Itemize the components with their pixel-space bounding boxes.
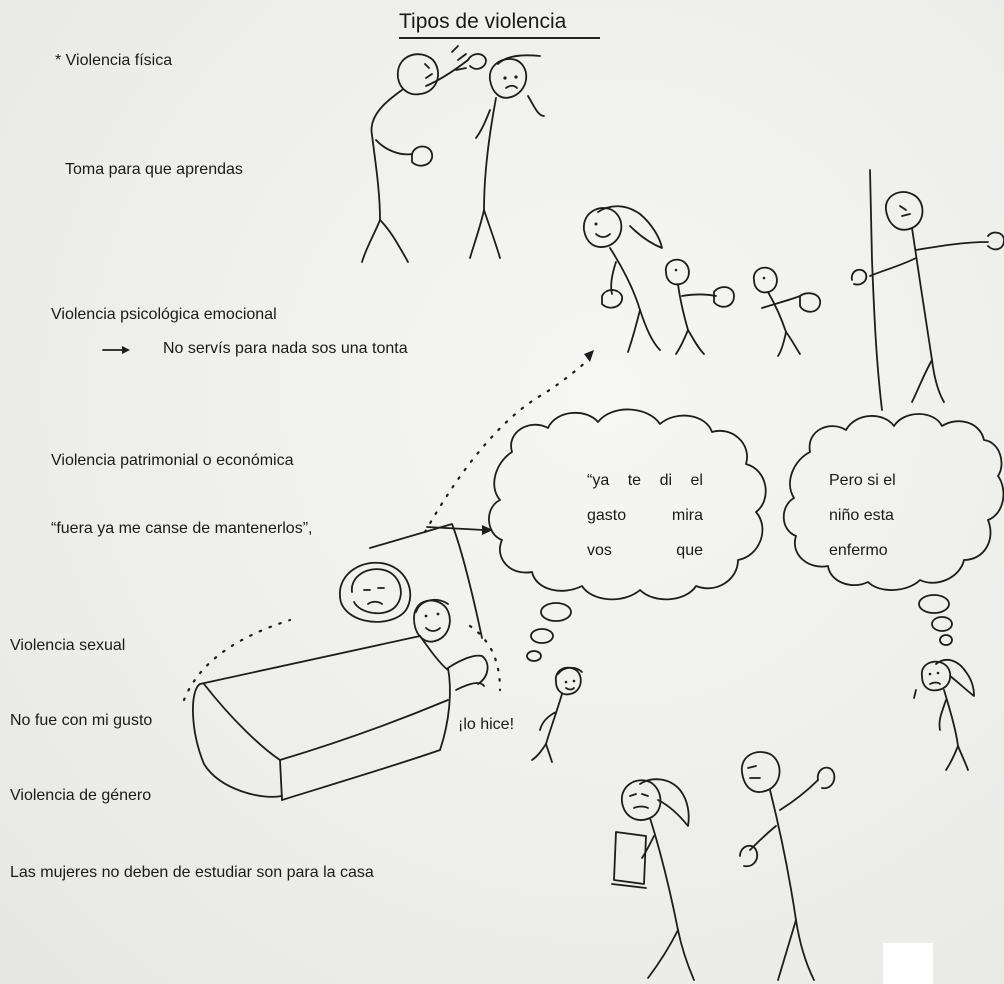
thought-line: enfermo <box>829 542 888 559</box>
stick-figure-slap-icon <box>362 46 544 262</box>
thought-line: “ya te di el <box>587 472 703 489</box>
example-violencia-genero: Las mujeres no deben de estudiar son para la casa <box>10 864 374 881</box>
reply-violencia-sexual: ¡lo hice! <box>458 716 515 733</box>
child-thinking-icon <box>532 668 582 762</box>
thought-line: gasto mira <box>587 507 703 524</box>
heading-violencia-patrimonial: Violencia patrimonial o económica <box>51 452 294 469</box>
woman-thinking-icon <box>914 660 974 770</box>
white-patch <box>883 943 933 984</box>
example-violencia-psicologica: No servís para nada sos una tonta <box>163 340 408 357</box>
arrow-right-icon <box>427 525 493 535</box>
family-leaving-icon <box>584 170 1004 410</box>
heading-violencia-sexual: Violencia sexual <box>10 637 126 654</box>
couple-in-bed-icon <box>184 524 500 800</box>
example-violencia-sexual: No fue con mi gusto <box>10 712 153 729</box>
thought-bubble-right <box>784 414 1004 645</box>
example-violencia-fisica: Toma para que aprendas <box>65 161 243 178</box>
heading-violencia-genero: Violencia de género <box>10 787 152 804</box>
thought-line: vos que <box>587 542 703 559</box>
example-violencia-patrimonial: “fuera ya me canse de mantenerlos”, <box>51 520 313 537</box>
heading-violencia-fisica: * Violencia física <box>55 52 173 69</box>
dotted-trail <box>425 350 594 532</box>
thought-bubble-left <box>489 409 766 661</box>
thought-line: niño esta <box>829 507 894 524</box>
page-title: Tipos de violencia <box>399 10 567 33</box>
heading-violencia-psicologica: Violencia psicológica emocional <box>51 306 277 323</box>
woman-with-book-and-man-icon <box>612 752 834 980</box>
arrow-right-icon <box>103 346 130 354</box>
thought-line: Pero si el <box>829 472 896 489</box>
